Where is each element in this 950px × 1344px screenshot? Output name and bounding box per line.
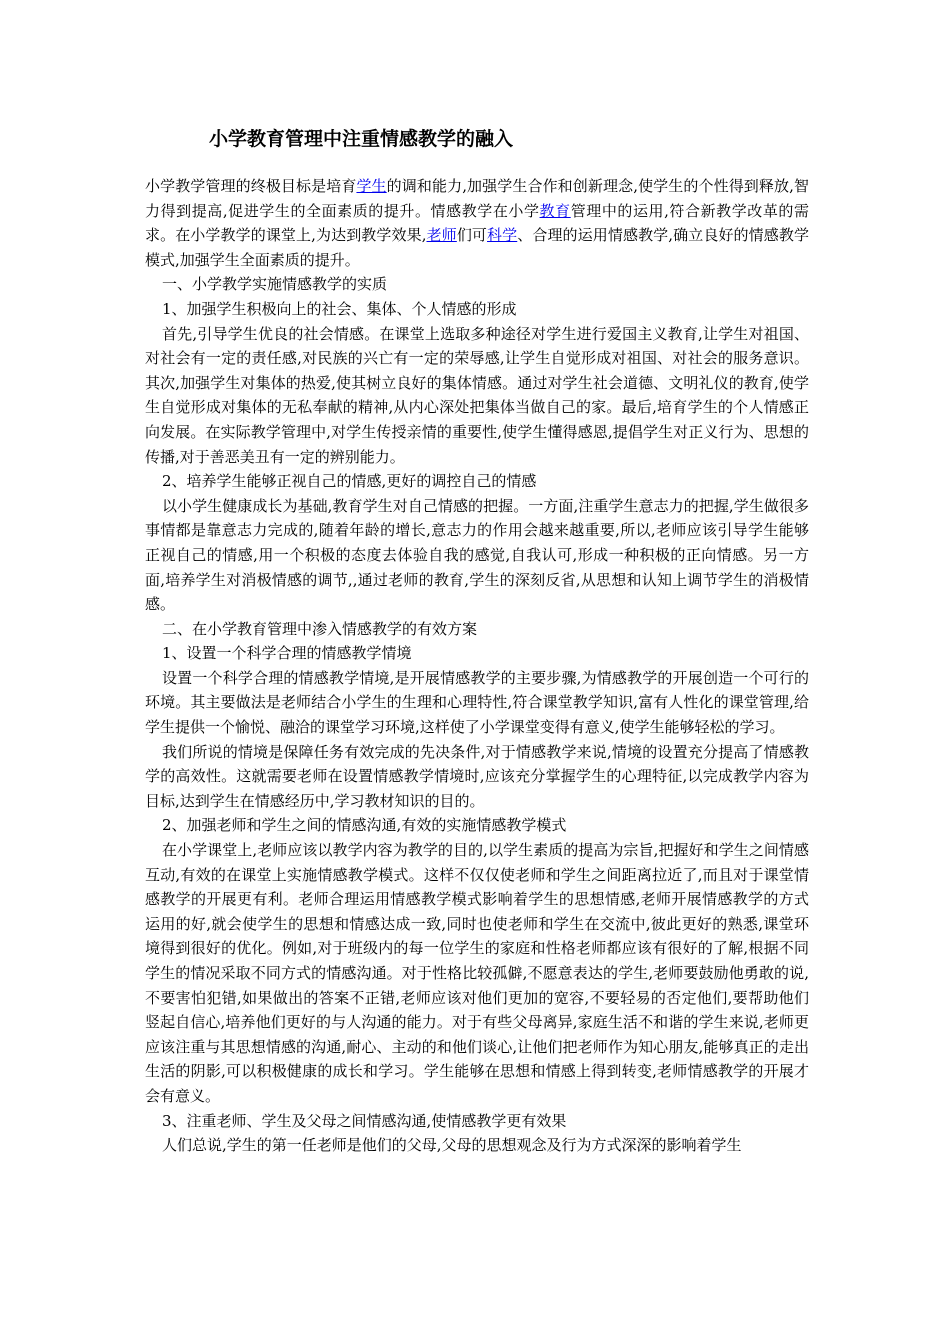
subheading-2-1: 1、设置一个科学合理的情感教学情境: [162, 644, 412, 663]
subheading-2-3: 3、注重老师、学生及父母之间情感沟通,使情感教学更有效果: [162, 1111, 567, 1130]
intro-text-2: 的调和能力,加强学生合作和创新理念,使学生的个性得到释放,智力得到提高,促进学生的全面素质的提升。情感教学在小学: [145, 177, 809, 220]
intro-paragraph: [145, 174, 809, 272]
intro-text-1: 小学教学管理的终极目标是培育: [145, 177, 357, 195]
link-education[interactable]: 教育: [539, 201, 571, 220]
paragraph-2-2: 在小学课堂上,老师应该以教学内容为教学的目的,以学生素质的提高为宗旨,把握好和学生之间情感互动,有效的在课堂上实施情感教学模式。这样不仅仅使老师和学生之间距离拉近了,而且对于课堂情感教学的开展更有利。老师合理运用情感教学模式影响着学生的思想情感,老师开展情感教学的方式运用的好,就会使学生的思想和情感达成一致,同时也使老师和学生在交流中,彼此更好的熟悉,课堂环境得到很好的优化。例如,对于班级内的每一位学生的家庭和性格老师都应该有很好的了解,根据不同学生的情况采取不同方式的情感沟通。对于性格比较孤僻,不愿意表达的学生,老师要鼓励他勇敢的说,不要害怕犯错,如果做出的答案不正错,老师应该对他们更加的宽容,不要轻易的否定他们,要帮助他们竖起自信心,培养他们更好的与人沟通的能力。对于有些父母离异,家庭生活不和谐的学生来说,老师更应该注重与其思想情感的沟通,耐心、主动的和他们谈心,让他们把老师作为知心朋友,能够真正的走出生活的阴影,可以积极健康的成长和学习。学生能够在思想和情感上得到转变,老师情感教学的开展才会有意义。: [145, 841, 809, 1105]
subheading-2-2: 2、加强老师和学生之间的情感沟通,有效的实施情感教学模式: [162, 816, 567, 835]
intro-text-4: 们可: [456, 226, 488, 245]
link-teacher[interactable]: 老师: [426, 226, 457, 245]
section-heading-1: 一、小学教学实施情感教学的实质: [162, 275, 388, 294]
paragraph-2-1a: 设置一个科学合理的情感教学情境,是开展情感教学的主要步骤,为情感教学的开展创造一个可行的环境。其主要做法是老师结合小学生的生理和心理特性,符合课堂教学知识,富有人性化的课堂管理,给学生提供一个愉悦、融洽的课堂学习环境,这样使了小学课堂变得有意义,使学生能够轻松的学习。: [145, 668, 809, 737]
intro-text-5: 、合理的运用情感教学,确立良好的情感教学模式,加强学生全面素质的提升。: [145, 226, 809, 269]
section-heading-2: 二、在小学教育管理中渗入情感教学的有效方案: [162, 619, 478, 638]
document-title: 小学教育管理中注重情感教学的融入: [209, 128, 514, 150]
paragraph-1-1: 首先,引导学生优良的社会情感。在课堂上选取多种途径对学生进行爱国主义教育,让学生对祖国、对社会有一定的责任感,对民族的兴亡有一定的荣辱感,让学生自觉形成对祖国、对社会的服务意识。其次,加强学生对集体的热爱,使其树立良好的集体情感。通过对学生社会道德、文明礼仪的教育,使学生自觉形成对集体的无私奉献的精神,从内心深处把集体当做自己的家。最后,培育学生的个人情感正向发展。在实际教学管理中,对学生传授亲情的重要性,使学生懂得感恩,提倡学生对正义行为、思想的传播,对于善恶美丑有一定的辨别能力。: [145, 324, 809, 466]
paragraph-1-2: 以小学生健康成长为基础,教育学生对自己情感的把握。一方面,注重学生意志力的把握,学生做很多事情都是靠意志力完成的,随着年龄的增长,意志力的作用会越来越重要,所以,老师应该引导学生能够正视自己的情感,用一个积极的态度去体验自我的感觉,自我认可,形成一种积极的正向情感。另一方面,培养学生对消极情感的调节,,通过老师的教育,学生的深刻反省,从思想和认知上调节学生的消极情感。: [145, 496, 809, 614]
subheading-1-2: 2、培养学生能够正视自己的情感,更好的调控自己的情感: [162, 472, 537, 491]
paragraph-2-3: 人们总说,学生的第一任老师是他们的父母,父母的思想观念及行为方式深深的影响着学生: [162, 1136, 742, 1155]
paragraph-2-1b: 我们所说的情境是保障任务有效完成的先决条件,对于情感教学来说,情境的设置充分提高了情感教学的高效性。这就需要老师在设置情感教学情境时,应该充分掌握学生的心理特征,以完成教学内容为目标,达到学生在情感经历中,学习教材知识的目的。: [145, 742, 809, 810]
link-student[interactable]: 学生: [356, 177, 387, 195]
subheading-1-1: 1、加强学生积极向上的社会、集体、个人情感的形成: [162, 299, 517, 318]
document-body: [145, 174, 809, 1158]
intro-text-3: 管理中的运用,符合新教学改革的需求。在小学教学的课堂上,为达到教学效果,: [145, 201, 809, 245]
link-science[interactable]: 科学: [487, 226, 518, 245]
